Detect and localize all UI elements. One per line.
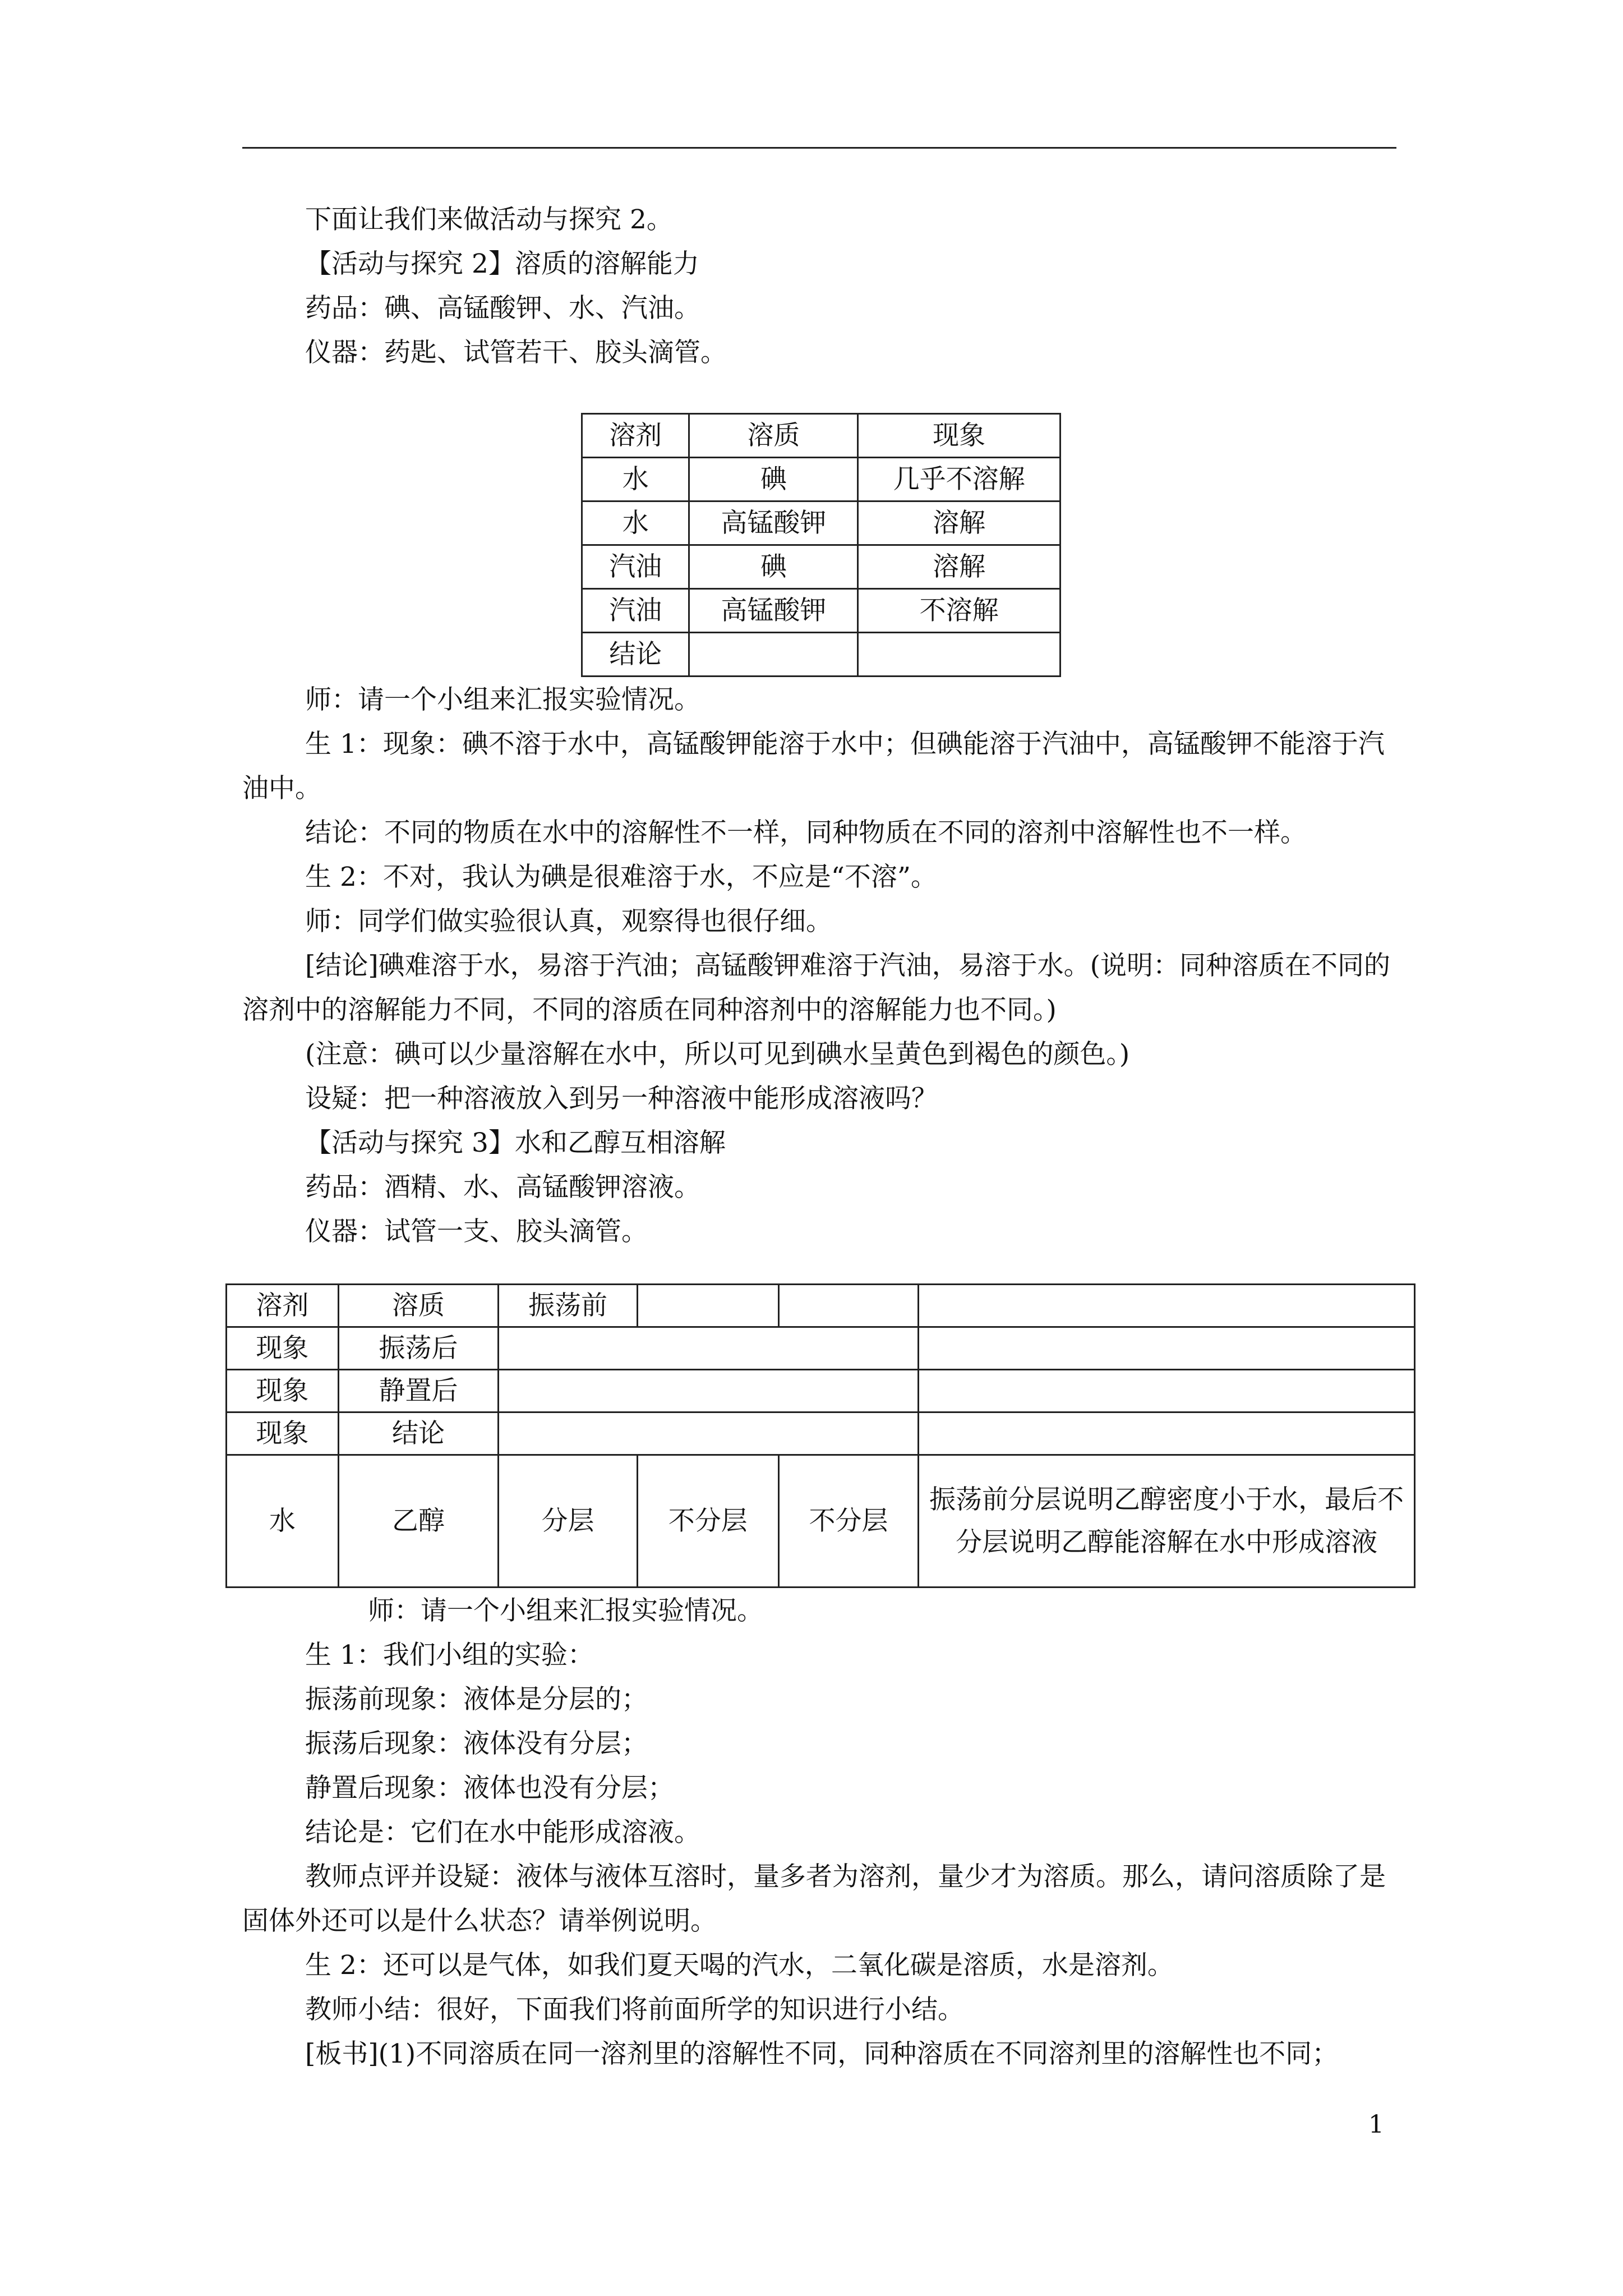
table-cell: 振荡前 (499, 1285, 638, 1327)
paragraph: 教师点评并设疑：液体与液体互溶时，量多者为溶剂，量少才为溶质。那么，请问溶质除了是固体外还可以是什么状态？请举例说明。 (242, 1861, 1386, 1936)
table-row (582, 458, 1061, 501)
table-cell (499, 1327, 919, 1370)
table-cell: 高锰酸钾 (689, 501, 858, 545)
paragraph: 仪器：试管一支、胶头滴管。 (305, 1216, 648, 1247)
paragraph: 静置后现象：液体也没有分层； (305, 1773, 674, 1803)
paragraph: 设疑：把一种溶液放入到另一种溶液中能形成溶液吗？ (305, 1083, 938, 1114)
table-cell: 汽油 (582, 545, 689, 589)
page-number: 1 (1368, 2110, 1384, 2139)
table-cell (919, 1412, 1415, 1455)
paragraph: 师：请一个小组来汇报实验情况。 (368, 1595, 763, 1626)
solubility-table (581, 413, 1061, 677)
table-header-row (582, 414, 1061, 458)
table-row (227, 1327, 1415, 1370)
table-header-cell: 溶质 (689, 414, 858, 458)
table-cell: 现象 (227, 1327, 339, 1370)
table-cell (919, 1370, 1415, 1412)
paragraph: 仪器：药匙、试管若干、胶头滴管。 (305, 337, 727, 368)
table-cell: 不分层 (778, 1455, 919, 1588)
paragraph: 药品：酒精、水、高锰酸钾溶液。 (305, 1172, 700, 1203)
table-header-cell: 现象 (858, 414, 1061, 458)
table-row (227, 1285, 1415, 1327)
paragraph: 生 1：现象：碘不溶于水中，高锰酸钾能溶于水中；但碘能溶于汽油中，高锰酸钾不能溶于汽油中。 (242, 729, 1385, 804)
paragraph: 结论：不同的物质在水中的溶解性不一样，同种物质在不同的溶剂中溶解性也不一样。 (305, 817, 1307, 848)
paragraph: 药品：碘、高锰酸钾、水、汽油。 (305, 293, 700, 324)
table-cell: 现象 (227, 1412, 339, 1455)
paragraph: 生 1：我们小组的实验： (305, 1640, 594, 1671)
paragraph: 生 2：还可以是气体，如我们夏天喝的汽水，二氧化碳是溶质，水是溶剂。 (305, 1950, 1174, 1981)
table-cell: 振荡后 (338, 1327, 499, 1370)
table-cell: 几乎不溶解 (858, 458, 1061, 501)
mixing-table (225, 1283, 1415, 1588)
discussion-section (242, 678, 1396, 1254)
table-cell: 不分层 (637, 1455, 778, 1588)
table-cell: 现象 (227, 1370, 339, 1412)
paragraph: 下面让我们来做活动与探究 2。 (305, 204, 673, 235)
table-cell (919, 1327, 1415, 1370)
paragraph: 教师小结：很好，下面我们将前面所学的知识进行小结。 (305, 1994, 964, 2025)
table-row (227, 1412, 1415, 1455)
closing-section (242, 1589, 1396, 2076)
table-cell: 高锰酸钾 (689, 589, 858, 633)
paragraph: 生 2：不对，我认为碘是很难溶于水，不应是“不溶”。 (305, 862, 937, 892)
table-cell: 溶解 (858, 501, 1061, 545)
paragraph: 师：同学们做实验很认真，观察得也很仔细。 (305, 906, 832, 937)
table-row (227, 1455, 1415, 1588)
table-cell: 碘 (689, 545, 858, 589)
table-cell: 水 (582, 501, 689, 545)
conclusion-cell: 振荡前分层说明乙醇密度小于水，最后不分层说明乙醇能溶解在水中形成溶液 (919, 1455, 1415, 1588)
table-row (582, 589, 1061, 633)
paragraph: [结论]碘难溶于水，易溶于汽油；高锰酸钾难溶于汽油，易溶于水。(说明：同种溶质在不同的溶剂中的溶解能力不同，不同的溶质在同种溶剂中的溶解能力也不同。) (242, 950, 1391, 1025)
table-cell: 静置后 (338, 1370, 499, 1412)
table-cell (919, 1285, 1415, 1327)
table-cell: 溶剂 (227, 1285, 339, 1327)
table-cell: 不溶解 (858, 589, 1061, 633)
table-cell (637, 1285, 778, 1327)
paragraph: 振荡后现象：液体没有分层； (305, 1728, 648, 1759)
table-cell (499, 1370, 919, 1412)
table-cell (689, 633, 858, 677)
table-cell: 水 (582, 458, 689, 501)
table-cell: 结论 (338, 1412, 499, 1455)
header-rule (242, 147, 1396, 149)
table-cell (858, 633, 1061, 677)
table-cell: 碘 (689, 458, 858, 501)
table-cell: 结论 (582, 633, 689, 677)
table-row (227, 1370, 1415, 1412)
table-cell: 乙醇 (338, 1455, 499, 1588)
table-row (582, 501, 1061, 545)
table-row (582, 633, 1061, 677)
blackboard-note: [板书](1)不同溶质在同一溶剂里的溶解性不同，同种溶质在不同溶剂里的溶解性也不同； (305, 2039, 1339, 2069)
table-cell: 分层 (499, 1455, 638, 1588)
table-cell: 汽油 (582, 589, 689, 633)
activity-2-heading: 【活动与探究 2】溶质的溶解能力 (305, 249, 699, 279)
paragraph: 师：请一个小组来汇报实验情况。 (305, 684, 700, 715)
table-cell: 水 (227, 1455, 339, 1588)
paragraph: 振荡前现象：液体是分层的； (305, 1684, 648, 1715)
table-row (582, 545, 1061, 589)
table-cell (778, 1285, 919, 1327)
table-cell: 溶质 (338, 1285, 499, 1327)
table-header-cell: 溶剂 (582, 414, 689, 458)
intro-section (242, 197, 1396, 375)
table-cell (499, 1412, 919, 1455)
table-cell: 溶解 (858, 545, 1061, 589)
activity-3-heading: 【活动与探究 3】水和乙醇互相溶解 (305, 1128, 726, 1158)
paragraph: 结论是：它们在水中能形成溶液。 (305, 1817, 700, 1848)
paragraph: (注意：碘可以少量溶解在水中，所以可见到碘水呈黄色到褐色的颜色。) (305, 1039, 1130, 1070)
